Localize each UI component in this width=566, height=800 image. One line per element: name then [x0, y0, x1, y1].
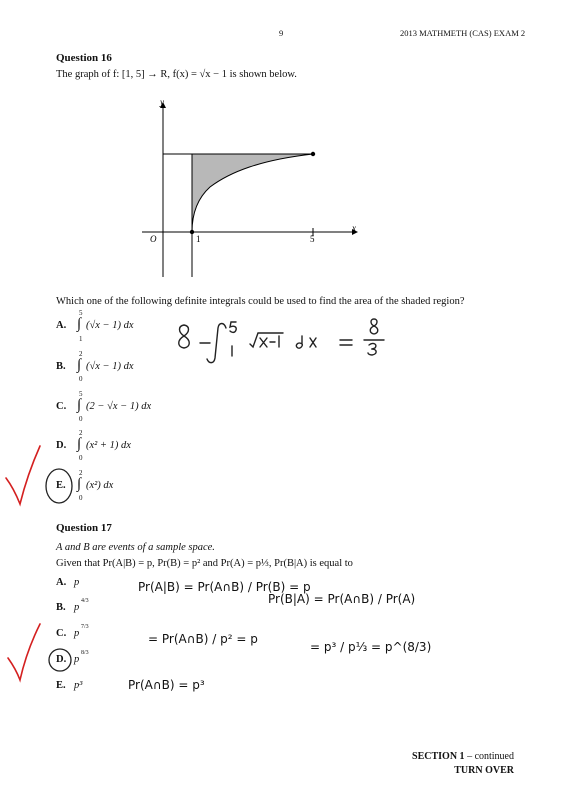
section-continued: – continued [464, 751, 514, 762]
tick-1-label: 1 [196, 234, 201, 244]
circle-option-d [49, 649, 71, 671]
turn-over: TURN OVER [454, 765, 514, 776]
option-exponent: 8/3 [81, 650, 89, 656]
integrand: (2 − √x − 1) dx [86, 401, 152, 412]
option-exponent: 7/3 [81, 624, 89, 630]
lower-limit: 0 [79, 494, 83, 502]
lower-limit: 0 [79, 375, 83, 383]
option-value: p [74, 577, 80, 588]
q17-hw-1: Pr(A|B) = Pr(A∩B) / Pr(B) = p [138, 580, 311, 594]
integral-sign: ∫ [77, 476, 82, 492]
option-letter: E. [56, 680, 66, 691]
upper-limit: 2 [79, 469, 83, 477]
option-letter: B. [56, 361, 66, 372]
question-16-title: Question 16 [56, 52, 112, 64]
lower-limit: 1 [79, 335, 83, 343]
y-label: y [160, 97, 164, 107]
option-letter: A. [56, 320, 67, 331]
integral-sign: ∫ [77, 397, 82, 413]
page-number: 9 [279, 28, 284, 38]
integrand: (√x − 1) dx [86, 361, 134, 372]
integrand: (x² + 1) dx [86, 440, 131, 451]
question-17-line2: Given that Pr(A|B) = p, Pr(B) = p² and Pr(A) = p⅓, Pr(B|A) is equal to [56, 558, 353, 569]
question-17-title: Question 17 [56, 522, 112, 534]
option-letter: B. [56, 602, 66, 613]
upper-limit: 5 [79, 390, 83, 398]
option-letter: E. [56, 480, 66, 491]
lower-limit: 0 [79, 415, 83, 423]
option-letter: D. [56, 654, 67, 665]
q17-hw-5: = p³ / p⅓ = p^(8/3) [310, 640, 432, 654]
integrand: (x²) dx [86, 480, 114, 491]
q17-hw-4: Pr(B|A) = Pr(A∩B) / Pr(A) [268, 592, 416, 606]
option-letter: C. [56, 628, 67, 639]
option-value: p³ [74, 680, 83, 691]
option-letter: A. [56, 577, 67, 588]
question-16-stem: The graph of f: [1, 5] → R, f(x) = √x − 1 is shown below. [56, 69, 297, 80]
question-16-prompt: Which one of the following definite integrals could be used to find the area of the shaded region? [56, 296, 465, 307]
integral-sign: ∫ [77, 357, 82, 373]
red-checkmark-1 [6, 446, 40, 504]
upper-limit: 2 [79, 429, 83, 437]
circle-option-e [46, 469, 72, 503]
upper-limit: 2 [79, 350, 83, 358]
option-value: p [74, 628, 80, 639]
exam-title: 2013 MATHMETH (CAS) EXAM 2 [400, 28, 526, 38]
integrand: (√x − 1) dx [86, 320, 134, 331]
q17-hw-2: = Pr(A∩B) / p² = p [148, 632, 258, 646]
origin-label: O [150, 234, 157, 244]
section-footer [412, 751, 514, 762]
function-graph [130, 92, 370, 282]
option-value: p [74, 654, 80, 665]
q17-hw-3: Pr(A∩B) = p³ [128, 678, 205, 692]
integral-sign: ∫ [77, 436, 82, 452]
option-letter: D. [56, 440, 67, 451]
endpoint-start [190, 230, 194, 234]
question-17-line1: A and B are events of a sample space. [56, 542, 215, 553]
option-value: p [74, 602, 80, 613]
upper-limit: 5 [79, 309, 83, 317]
tick-5-label: 5 [310, 234, 315, 244]
red-checkmark-2 [8, 624, 40, 680]
section-label: SECTION 1 [412, 751, 465, 762]
x-label: x [352, 223, 356, 233]
option-exponent: 4/3 [81, 598, 89, 604]
q16-handwriting [0, 300, 566, 520]
integral-sign: ∫ [77, 316, 82, 332]
lower-limit: 0 [79, 454, 83, 462]
q17-marks [0, 610, 120, 690]
endpoint-end [311, 152, 315, 156]
option-letter: C. [56, 401, 67, 412]
